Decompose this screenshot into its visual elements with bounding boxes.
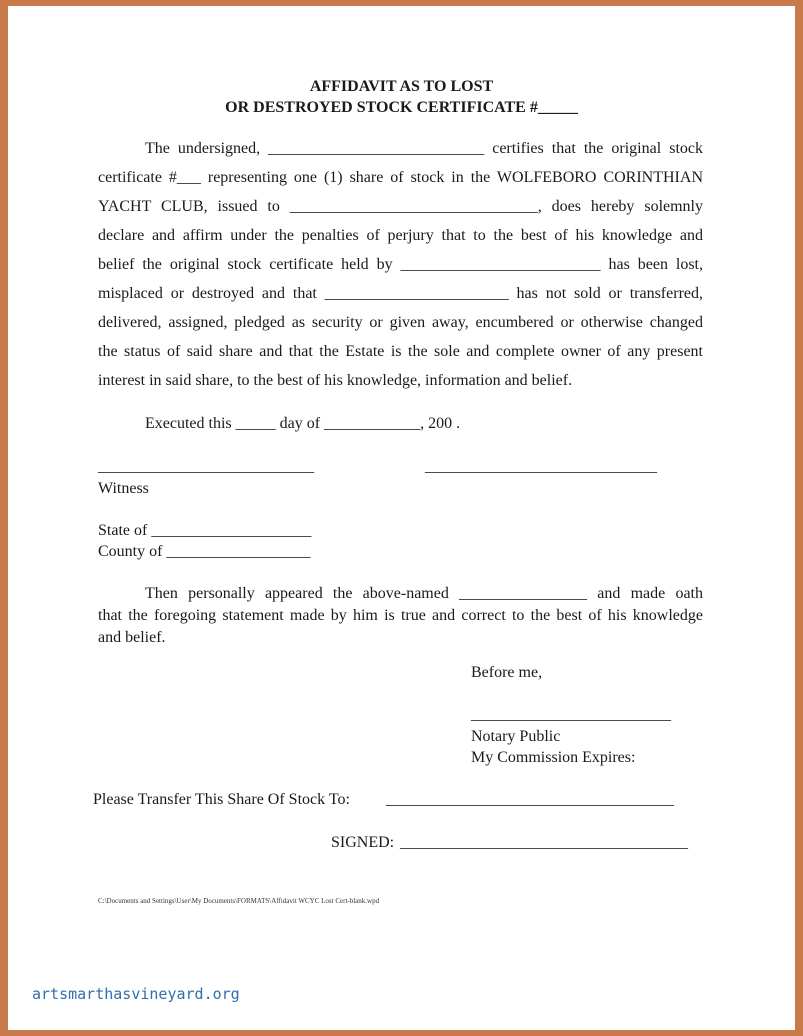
paragraph-1-line-3: YACHT CLUB, issued to _______________________________, does hereby solemnly: [98, 198, 703, 215]
title-line-2: OR DESTROYED STOCK CERTIFICATE #_____: [225, 99, 578, 116]
state-line: State of ____________________: [98, 522, 312, 539]
before-me-label: Before me,: [471, 664, 543, 681]
witness-label: Witness: [98, 480, 149, 497]
title-line-1: AFFIDAVIT AS TO LOST: [309, 78, 494, 95]
transfer-line: ____________________________________: [386, 791, 674, 808]
paragraph-1-line-5: belief the original stock certificate held by _________________________ has been lost,: [98, 256, 703, 273]
transfer-label: Please Transfer This Share Of Stock To:: [93, 791, 350, 808]
notary-public-label: Notary Public: [471, 728, 561, 745]
commission-expires-label: My Commission Expires:: [471, 749, 636, 766]
document-page: [8, 6, 795, 1030]
watermark-text: artsmarthasvineyard.org: [32, 985, 240, 1003]
paragraph-2-line-3: and belief.: [98, 629, 166, 646]
file-path: C:\Documents and Settings\User\My Documents\FORMATS\Affidavit WCYC Lost Cert-blank.wpd: [98, 897, 380, 905]
paragraph-1-line-6: misplaced or destroyed and that _______________________ has not sold or transferred,: [98, 285, 703, 302]
paragraph-1-line-1: The undersigned, ___________________________ certifies that the original stock: [145, 140, 703, 157]
paragraph-1-line-7: delivered, assigned, pledged as security or given away, encumbered or otherwise changed: [98, 314, 703, 331]
signed-label: SIGNED:: [331, 834, 395, 851]
paragraph-2-line-1: Then personally appeared the above-named ________________ and made oath: [145, 585, 703, 602]
paragraph-1-line-8: the status of said share and that the Estate is the sole and complete owner of any present: [98, 343, 703, 360]
executed-line: Executed this _____ day of ____________, 200 .: [145, 415, 461, 432]
county-line: County of __________________: [98, 543, 311, 560]
witness-signature-line: ___________________________: [98, 458, 314, 475]
affiant-signature-line: _____________________________: [425, 458, 657, 475]
notary-signature-line: _________________________: [471, 706, 671, 723]
paragraph-1-line-4: declare and affirm under the penalties of perjury that to the best of his knowledge and: [98, 227, 703, 244]
paragraph-2-line-2: that the foregoing statement made by him is true and correct to the best of his knowledge: [98, 607, 703, 624]
paragraph-1-line-2: certificate #___ representing one (1) share of stock in the WOLFEBORO CORINTHIAN: [98, 169, 703, 186]
paragraph-1-line-9: interest in said share, to the best of his knowledge, information and belief.: [98, 372, 573, 389]
signed-line: ____________________________________: [400, 834, 688, 851]
